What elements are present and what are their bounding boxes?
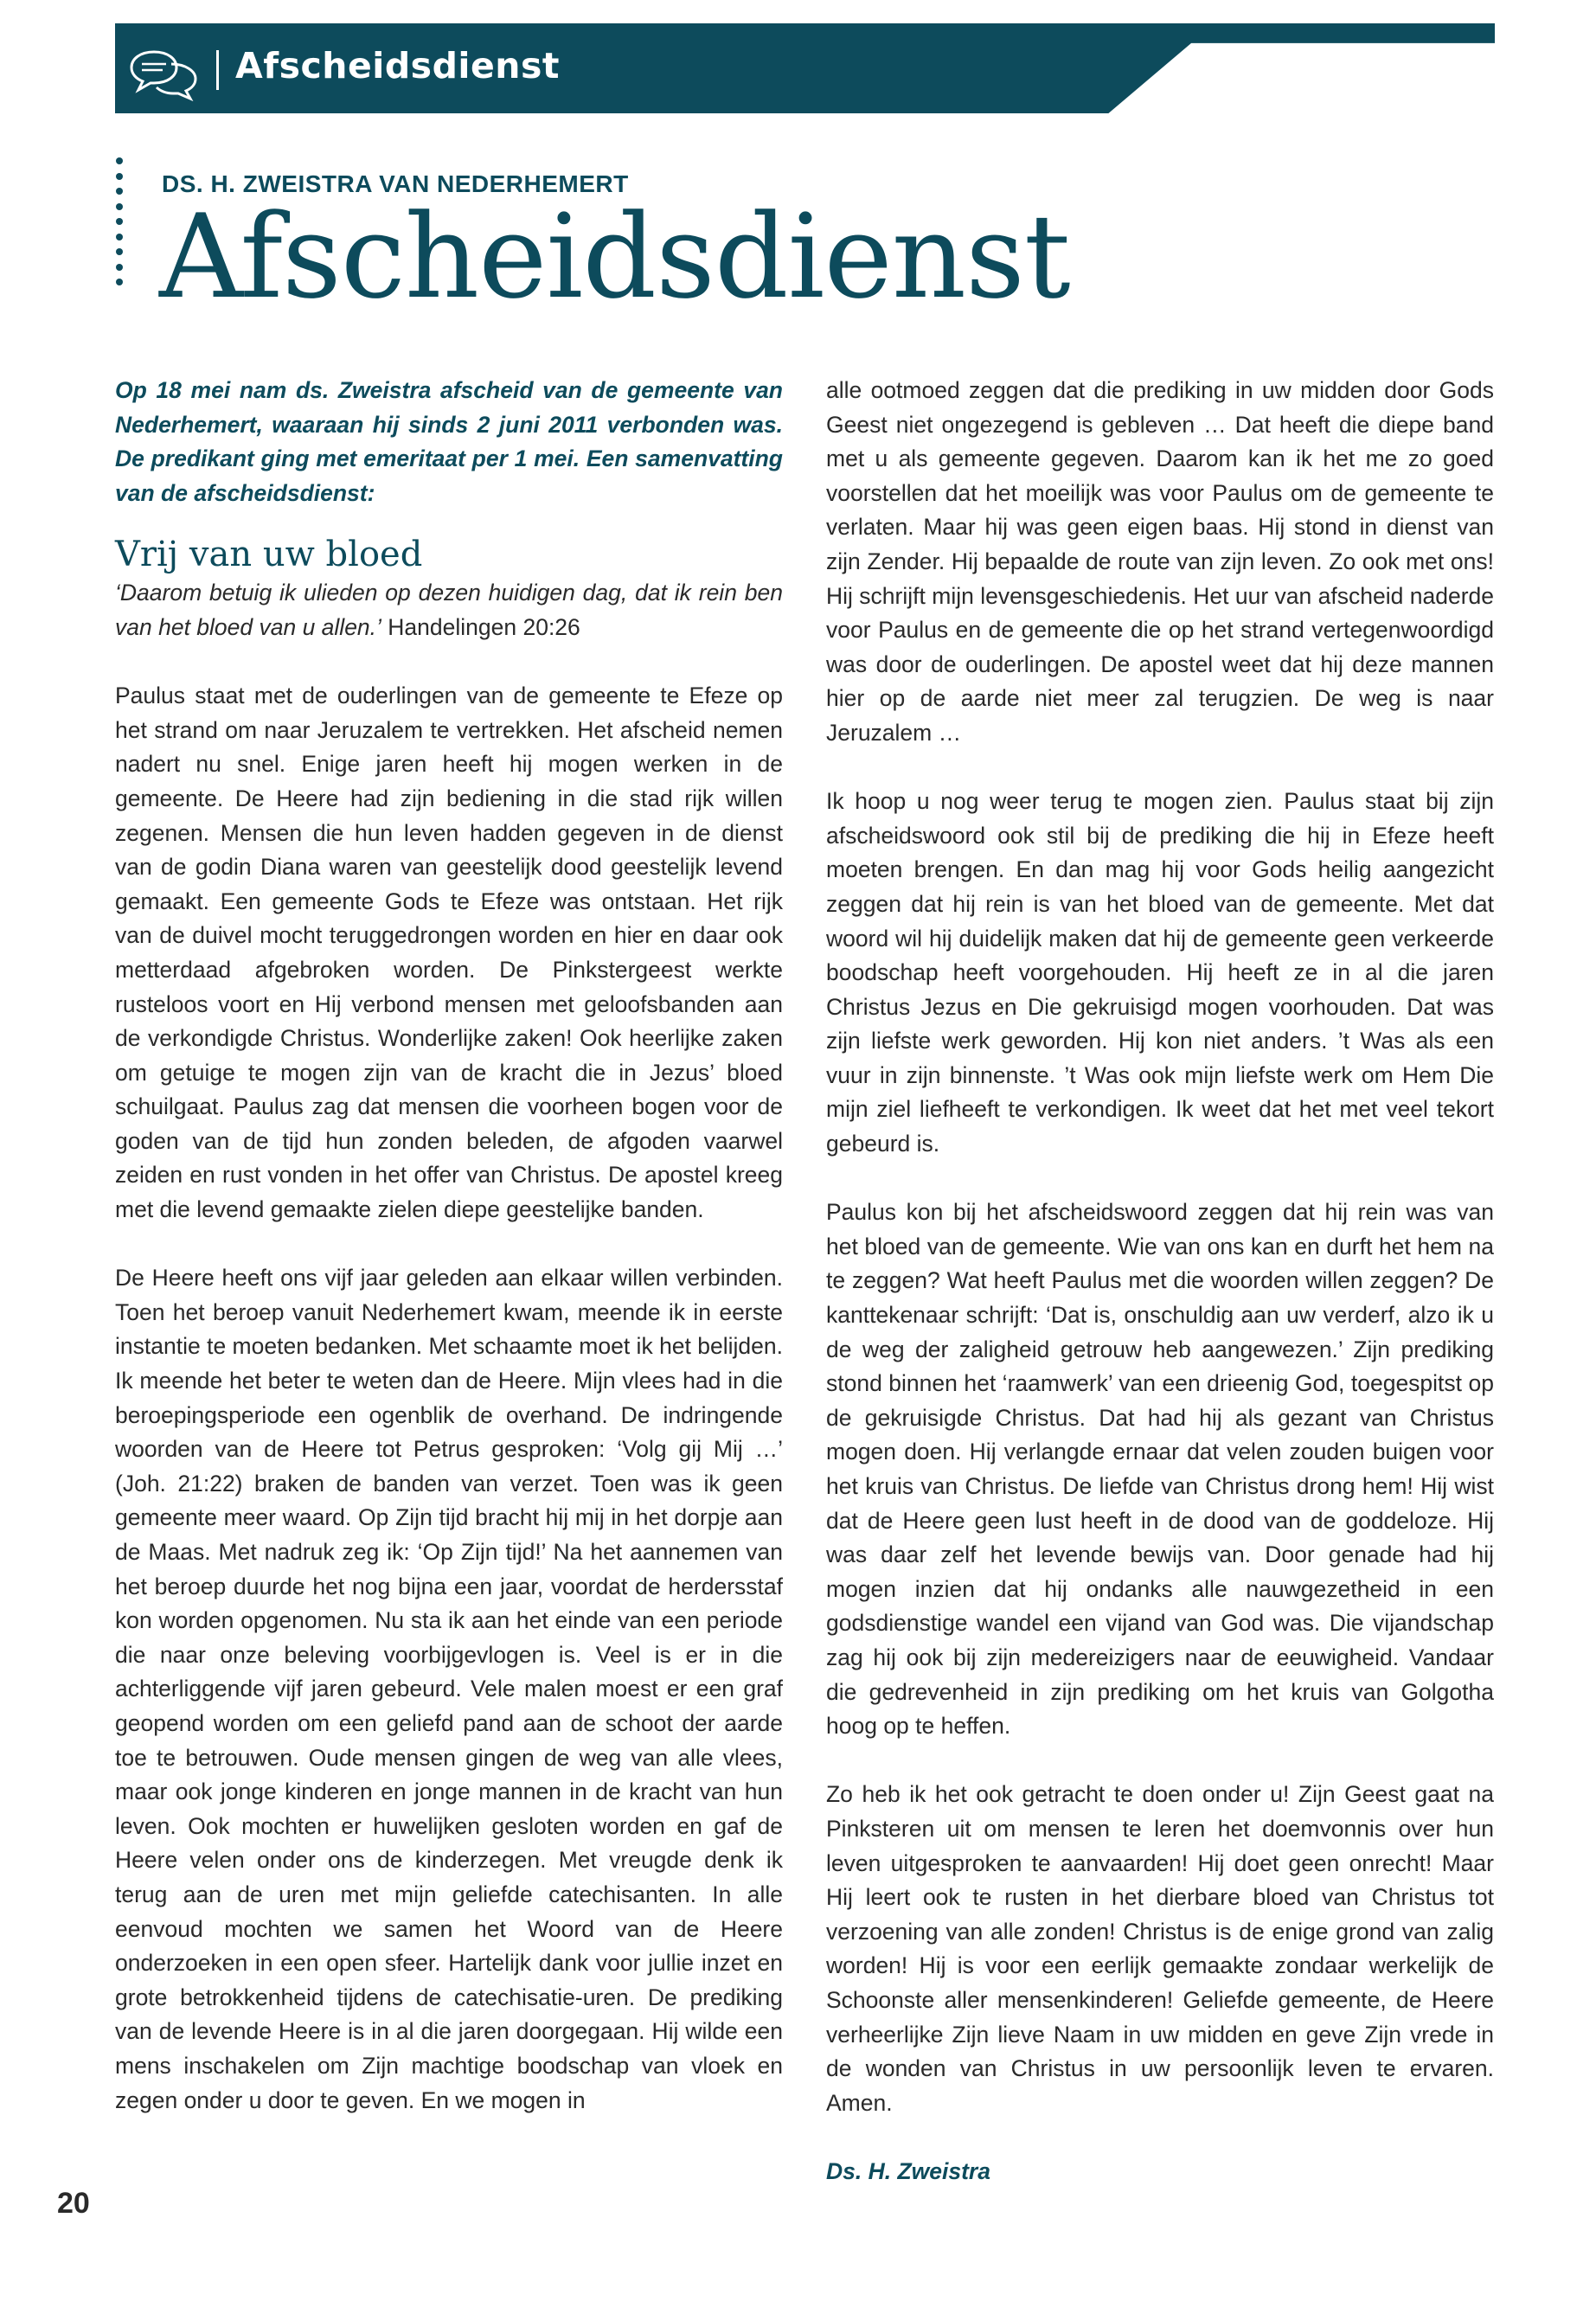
speech-bubbles-icon <box>128 42 204 102</box>
header-separator <box>216 50 219 90</box>
intro-text: Op 18 mei nam ds. Zweistra afscheid van de gemeente van Nederhemert, waaraan hij sinds 2 juni 2011 verbonden was. De predikant ging met emeritaat per 1 mei. Een samenvatting van de afscheidsdienst: <box>115 377 783 506</box>
page-number: 20 <box>57 2187 90 2220</box>
left-column <box>115 374 783 2118</box>
body-paragraph: Paulus staat met de ouderlingen van de gemeente te Efeze op het strand om naar Jeruzalem te vertrekken. Het afscheid nemen nadert nu snel. Enige jaren heeft hij mogen werken in de gemeente. De Heere had zijn bediening in die stad rijk willen zegenen. Mensen die hun leven hadden gegeven in de dienst van de godin Diana waren van geestelijk dood geestelijk levend gemaakt. Een gemeente Gods te Efeze was ontstaan. Het rijk van de duivel mocht teruggedrongen worden en hier en daar ook metterdaad afgebroken worden. De Pinkstergeest werkte rusteloos voort en Hij verbond mensen met geloofsbanden aan de verkondigde Christus. Wonderlijke zaken! Ook heerlijke zaken om getuige te mogen zijn van de kracht die in Jezus’ bloed schuilgaat. Paulus zag dat mensen die voorheen bogen voor de goden van de tijd hun zonden beleden, de afgoden vaarwel zeiden en rust vonden in het offer van Christus. De apostel kreeg met die levend gemaakte zielen diepe geestelijke banden. <box>115 683 783 1223</box>
body-paragraph: alle ootmoed zeggen dat die prediking in uw midden door Gods Geest niet ongezegend is gebleven … Dat heeft die diepe band met u als gemeente gegeven. Daarom kan ik het me zo goed voorstellen dat het moeilijk was voor Paulus om de gemeente te verlaten. Maar hij was geen eigen baas. Hij stond in dienst van zijn Zender. Hij bepaalde de route van zijn leven. Zo ook met ons! Hij schrijft mijn levensgeschiedenis. Het uur van afscheid naderde voor Paulus en de gemeente die op het strand vertegenwoordigd was door de ouderlingen. De apostel weet dat hij deze mannen hier op de aarde niet meer zal terugzien. De weg is naar Jeruzalem … <box>826 377 1494 746</box>
subheading: Vrij van uw bloed <box>115 535 423 575</box>
quote-reference: Handelingen 20:26 <box>381 613 580 640</box>
right-column <box>826 374 1494 2189</box>
body-paragraph: De Heere heeft ons vijf jaar geleden aan elkaar willen verbinden. Toen het beroep vanuit Nederhemert kwam, meende ik in eerste instantie te moeten bedanken. Met schaamte moet ik het belijden. Ik meende het beter te weten dan de Heere. Mijn vlees had in die beroepingsperiode een ogenblik de overhand. De indringende woorden van de Heere tot Petrus gesproken: ‘Volg gij Mij …’ (Joh. 21:22) braken de banden van verzet. Toen was ik geen gemeente meer waard. Op Zijn tijd bracht hij mij in het dorpje aan de Maas. Met nadruk zeg ik: ‘Op Zijn tijd!’ Na het aannemen van het beroep duurde het nog bijna een jaar, voordat de herdersstaf kon worden opgenomen. Nu sta ik aan het einde van een periode die naar onze beleving voorbijgevlogen is. Veel is er in die achterliggende vijf jaren gebeurd. Vele malen moest er een graf geopend worden om een geliefd pand aan de schoot der aarde toe te betrouwen. Oude mensen gingen de weg van alle vlees, maar ook jonge kinderen en jonge mannen in de kracht van hun leven. Ook mochten er huwelijken gesloten worden en gaf de Heere velen onder ons de kinderzegen. Met vreugde denk ik terug aan de uren met mijn geliefde catechisanten. In alle eenvoud mochten we samen het Woord van de Heere onderzoeken in een open sfeer. Hartelijk dank voor jullie inzet en grote betrokkenheid tijdens de catechisatie-uren. De prediking van de levende Heere is in al die jaren doorgegaan. Hij wilde een mens inschakelen om Zijn machtige boodschap van vloek en zegen onder u door te geven. En we mogen in <box>115 1265 783 2113</box>
body-paragraph: Ik hoop u nog weer terug te mogen zien. Paulus staat bij zijn afscheidswoord ook stil bij de prediking die hij in Efeze heeft moeten brengen. En dan mag hij voor Gods heilig aangezicht zeggen dat hij rein is van het bloed van de gemeente. Met dat woord wil hij duidelijk maken dat hij de gemeente geen verkeerde boodschap heeft voorgehouden. Hij heeft ze in al die jaren Christus Jezus en Die gekruisigd mogen voorhouden. Dat was zijn liefste werk geworden. Hij kon niet anders. ’t Was als een vuur in zijn binnenste. ’t Was ook mijn liefste werk om Hem Die mijn ziel liefheeft te verkondigen. Ik weet dat het met veel tekort gebeurd is. <box>826 788 1494 1157</box>
bible-quote <box>115 576 783 644</box>
signature: Ds. H. Zweistra <box>826 2157 990 2184</box>
section-title: Afscheidsdienst <box>235 45 560 87</box>
body-paragraph: Paulus kon bij het afscheidswoord zeggen dat hij rein was van het bloed van de gemeente. Wie van ons kan en durft het hem na te zeggen? Wat heeft Paulus met die woorden willen zeggen? De kanttekenaar schrijft: ‘Dat is, onschuldig aan uw verderf, alzo ik u de weg der zaligheid getrouw heb aangewezen.’ Zijn prediking stond binnen het ‘raamwerk’ van een drieenig God, toegespitst op de gekruisigde Christus. Dat had hij als gezant van Christus mogen doen. Hij verlangde ernaar dat velen zouden buigen voor het kruis van Christus. De liefde van Christus drong hem! Hij wist dat de Heere geen lust heeft in de dood van de goddeloze. Hij was daar zelf het levende bewijs van. Door genade had hij mogen inzien dat hij ondanks alle nauwgezetheid in een godsdienstige wandel een vijand van God was. Die vijandschap zag hij ook bij zijn medereizigers naar de eeuwigheid. Vandaar die gedrevenheid in zijn prediking om het kruis van Golgotha hoog op te heffen. <box>826 1199 1494 1740</box>
body-paragraph: Zo heb ik het ook getracht te doen onder u! Zijn Geest gaat na Pinksteren uit om mensen te leren het doemvonnis over hun leven uitgesproken te aanvaarden! Hij doet geen onrecht! Maar Hij leert ook te rusten in het dierbare bloed van Christus tot verzoening van alle zonden! Christus is de enige grond van zalig worden! Hij is voor een eerlijk gemaakte zondaar werkelijk de Schoonste aller mensenkinderen! Geliefde gemeente, de Heere verheerlijke Zijn lieve Naam in uw midden en geve Zijn vrede in de wonden van Christus in uw persoonlijk leven te ervaren. Amen. <box>826 1781 1494 2116</box>
article-title: Afscheidsdienst <box>159 189 1070 324</box>
author-line: DS. H. ZWEISTRA VAN NEDERHEMERT <box>162 170 629 197</box>
decorative-dots <box>114 157 125 303</box>
quote-text: ‘Daarom betuig ik ulieden op dezen huidigen dag, dat ik rein ben van het bloed van u allen.’ <box>115 580 783 640</box>
